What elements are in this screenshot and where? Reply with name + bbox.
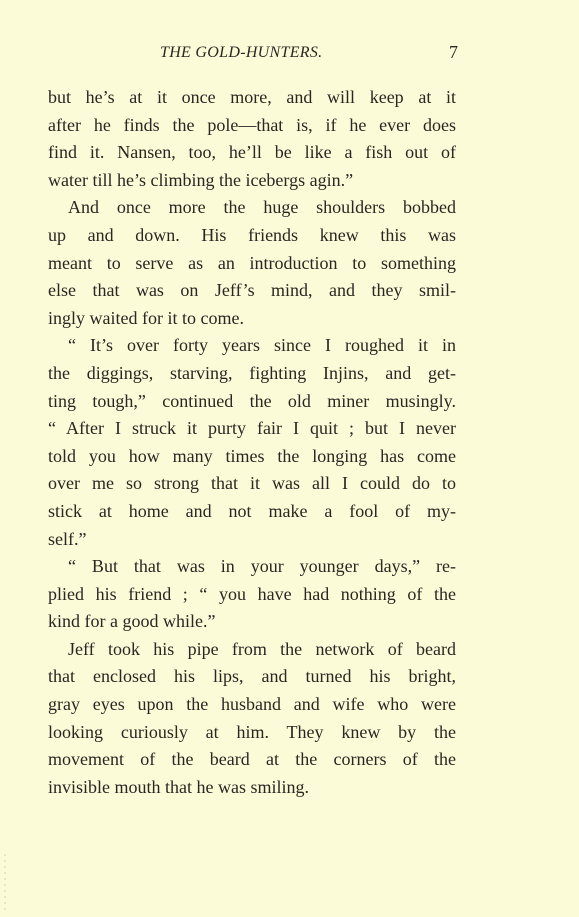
body-text [48,84,456,801]
text-line: ingly waited for it to come. [48,307,244,328]
text-line: up and down. His friends knew this was [48,224,456,245]
text-line: find it. Nansen, too, he’ll be like a fish out of [48,142,456,163]
text-line: but he’s at it once more, and will keep at it [48,87,456,107]
text-line: gray eyes upon the husband and wife who were [48,694,456,715]
paragraph [48,194,456,332]
running-head [48,44,458,68]
text-line: over me so strong that it was all I could do to [48,473,456,494]
text-line: else that was on Jeff’s mind, and they smil- [48,280,456,301]
text-line: meant to serve as an introduction to something [48,252,456,273]
text-line: kind for a good while.” [48,611,216,632]
text-line: stick at home and not make a fool of my- [48,500,456,521]
paragraph [48,332,456,553]
running-title: THE GOLD-HUNTERS. [160,44,323,61]
text-line: ting tough,” continued the old miner musingly. [48,390,456,411]
text-line: “ It’s over forty years since I roughed it in [68,335,456,356]
text-line: after he finds the pole—that is, if he ever does [48,114,456,135]
paragraph [48,636,456,802]
text-line: “ After I struck it purty fair I quit ; but I never [48,418,456,439]
text-line: the diggings, starving, fighting Injins, and get- [48,362,456,383]
paragraph [48,553,456,636]
text-line: told you how many times the longing has come [48,445,456,466]
text-line: plied his friend ; “ you have had nothing of the [48,583,456,604]
text-line: invisible mouth that he was smiling. [48,776,309,797]
text-line: that enclosed his lips, and turned his bright, [48,666,456,687]
text-line: Jeff took his pipe from the network of beard [68,638,456,659]
text-line: And once more the huge shoulders bobbed [68,197,456,218]
margin-speckle [4,852,6,912]
paragraph [48,84,456,194]
text-line: “ But that was in your younger days,” re- [68,556,456,577]
text-line: self.” [48,528,87,549]
page-number: 7 [449,42,458,62]
text-line: movement of the beard at the corners of the [48,749,456,770]
text-line: water till he’s climbing the icebergs agin.” [48,169,354,190]
text-line: looking curiously at him. They knew by the [48,721,456,742]
